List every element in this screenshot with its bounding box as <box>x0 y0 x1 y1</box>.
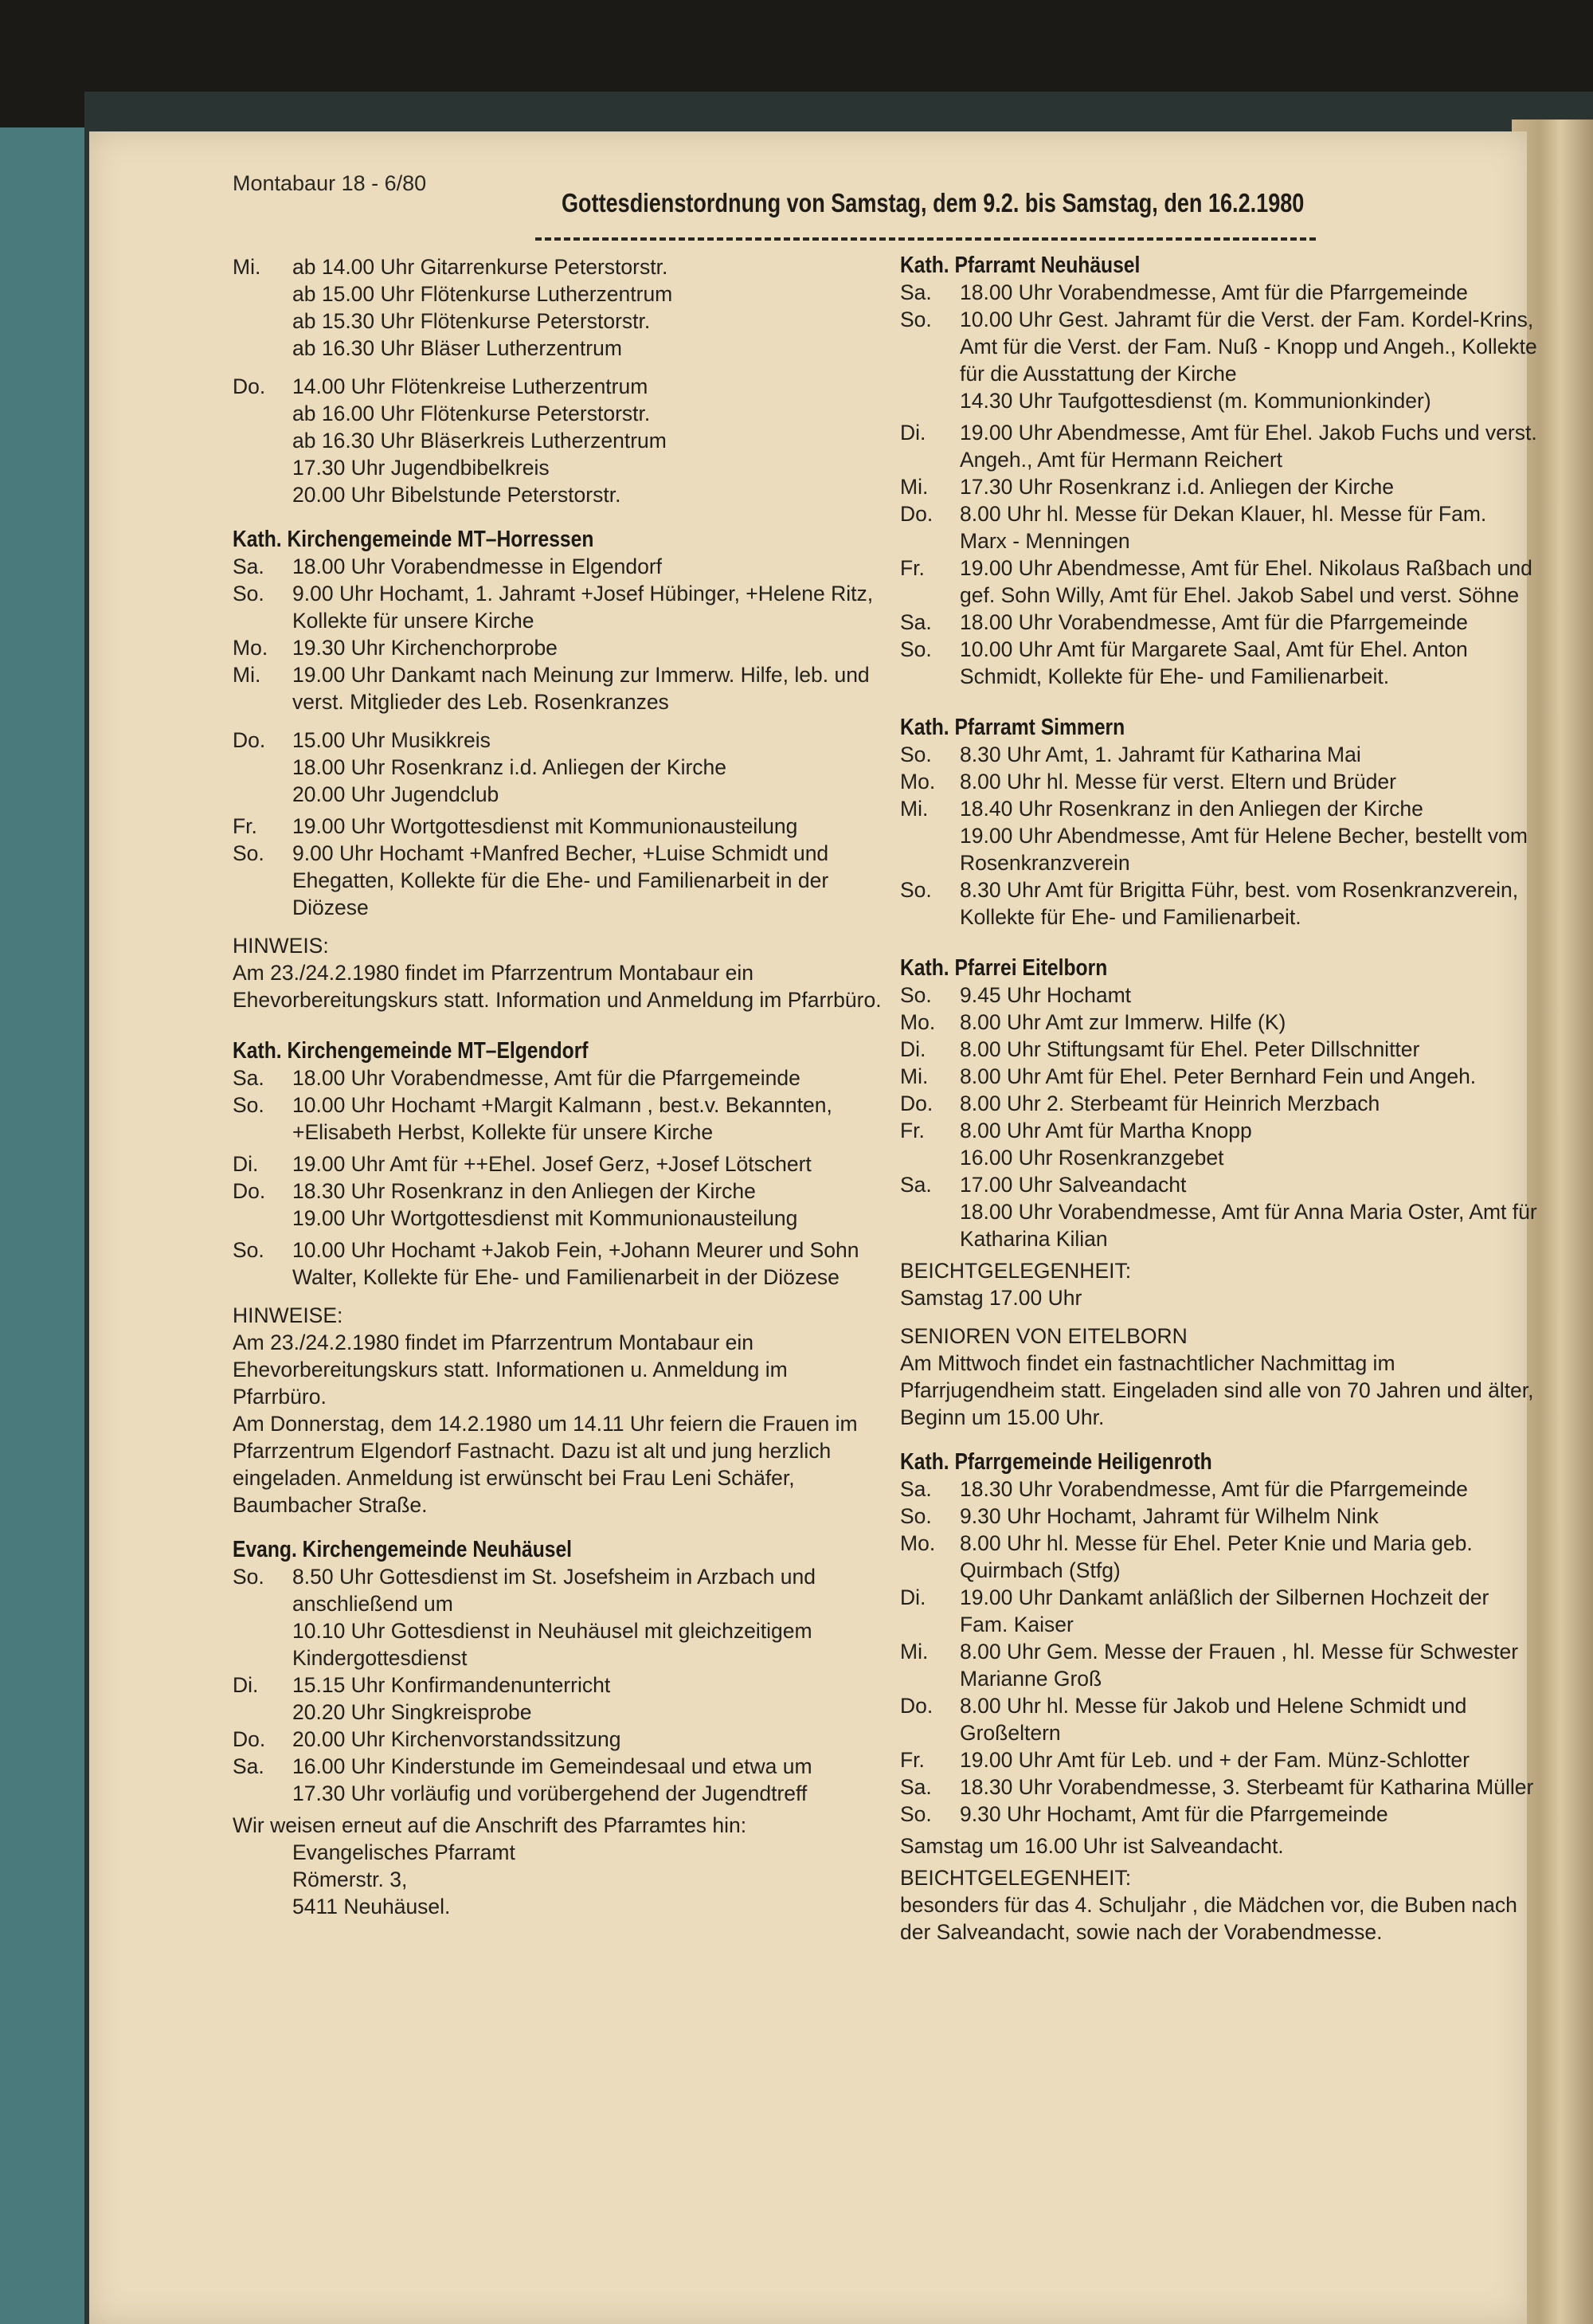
schedule-row <box>233 427 886 454</box>
entry-text: 14.00 Uhr Flötenkreise Lutherzentrum <box>292 374 648 398</box>
schedule-row <box>233 373 886 400</box>
entry-text: 18.30 Uhr Vorabendmesse, 3. Sterbeamt für Katharina Müller <box>960 1775 1534 1799</box>
entry-text: 18.00 Uhr Vorabendmesse, Amt für die Pfarrgemeinde <box>960 280 1468 304</box>
note-text: Am 23./24.2.1980 findet im Pfarrzentrum Montabaur ein Ehevorbereitungskurs statt. Informationen u. Anmeldung im Pfarrbüro. <box>233 1331 788 1409</box>
schedule-row <box>900 473 1537 500</box>
schedule-row <box>233 481 886 508</box>
note-text: Am Donnerstag, dem 14.2.1980 um 14.11 Uhr feiern die Frauen im Pfarrzentrum Elgendorf Fastnacht. Dazu ist alt und jung herzlich eingeladen. Anmeldung ist erwünscht bei Frau Leni Schäfer, Baumbacher Straße. <box>233 1412 858 1517</box>
schedule-row <box>900 1801 1537 1828</box>
schedule-row <box>900 636 1537 690</box>
day-label: Sa. <box>900 1775 932 1799</box>
entry-text: 8.00 Uhr 2. Sterbeamt für Heinrich Merzbach <box>960 1091 1380 1115</box>
day-label: Di. <box>233 1152 259 1176</box>
entry-text: 18.00 Uhr Vorabendmesse, Amt für Anna Maria Oster, Amt für Katharina Kilian <box>960 1200 1537 1251</box>
schedule-row <box>233 1726 886 1753</box>
day-label <box>233 1617 292 1671</box>
day-label: So. <box>900 1504 932 1528</box>
entry-text: 8.00 Uhr hl. Messe für Dekan Klauer, hl. Messe für Fam. Marx - Menningen <box>960 502 1487 553</box>
left-column <box>233 253 886 1920</box>
entry-text: 18.40 Uhr Rosenkranz in den Anliegen der Kirche <box>960 797 1423 821</box>
entry-text: ab 15.00 Uhr Flötenkurse Lutherzentrum <box>292 282 673 306</box>
entry-text: ab 16.00 Uhr Flötenkurse Peterstorstr. <box>292 402 651 425</box>
section-title: Kath. Pfarramt Neuhäusel <box>900 253 1141 278</box>
schedule-row <box>233 1205 886 1232</box>
schedule-row <box>233 1091 886 1146</box>
schedule-row <box>900 555 1537 609</box>
day-label: Mi. <box>900 475 929 499</box>
entry-text: 8.30 Uhr Amt für Brigitta Führ, best. vom Rosenkranzverein, Kollekte für Ehe- und Familienarbeit. <box>960 878 1519 929</box>
day-label: Sa. <box>900 1477 932 1501</box>
day-label <box>233 1699 292 1726</box>
day-label <box>233 454 292 481</box>
schedule-row <box>233 727 886 754</box>
schedule-row <box>233 580 886 634</box>
day-label: Di. <box>900 1585 926 1609</box>
section-simmern <box>900 714 1537 931</box>
day-label <box>233 481 292 508</box>
schedule-row <box>900 876 1537 931</box>
day-label: So. <box>900 878 932 902</box>
day-label <box>233 427 292 454</box>
right-column <box>900 252 1537 1946</box>
entry-text: 19.00 Uhr Abendmesse, Amt für Helene Becher, bestellt vom Rosenkranzverein <box>960 824 1528 875</box>
section-title: Kath. Kirchengemeinde MT–Elgendorf <box>233 1038 589 1064</box>
schedule-row <box>900 500 1537 555</box>
entry-text: 8.00 Uhr hl. Messe für Jakob und Helene Schmidt und Großeltern <box>960 1694 1467 1745</box>
entry-text: 20.00 Uhr Kirchenvorstandssitzung <box>292 1727 621 1751</box>
day-label: So. <box>233 1238 264 1262</box>
entry-text: 10.00 Uhr Hochamt +Jakob Fein, +Johann Meurer und Sohn Walter, Kollekte für Ehe- und Familienarbeit in der Diözese <box>292 1238 859 1289</box>
day-label: Do. <box>233 1727 266 1751</box>
day-label: Mo. <box>900 1531 936 1555</box>
day-label: Sa. <box>233 1066 264 1090</box>
schedule-row <box>233 840 886 921</box>
day-label <box>233 1205 292 1232</box>
schedule-row <box>900 279 1537 306</box>
notice-text: Am Mittwoch findet ein fastnachtlicher Nachmittag im Pfarrjugendheim statt. Eingeladen sind alle von 70 Jahren und älter, Beginn um 15.00 Uhr. <box>900 1351 1534 1429</box>
entry-text: 8.00 Uhr Gem. Messe der Frauen , hl. Messe für Schwester Marianne Groß <box>960 1640 1519 1691</box>
schedule-row <box>233 1780 886 1807</box>
entry-text: 9.30 Uhr Hochamt, Amt für die Pfarrgemeinde <box>960 1802 1388 1826</box>
day-label: So. <box>900 983 932 1007</box>
day-label: Do. <box>900 1091 933 1115</box>
day-label <box>233 308 292 335</box>
schedule-row <box>233 1150 886 1178</box>
day-label: Fr. <box>900 1748 925 1772</box>
entry-text: 19.00 Uhr Wortgottesdienst mit Kommunionausteilung <box>292 1206 798 1230</box>
schedule-row <box>900 1503 1537 1530</box>
day-label: Do. <box>233 1179 266 1203</box>
day-label: So. <box>233 841 264 865</box>
notice-text: Samstag 17.00 Uhr <box>900 1286 1082 1310</box>
day-label: Fr. <box>233 814 257 838</box>
entry-text: ab 14.00 Uhr Gitarrenkurse Peterstorstr. <box>292 255 668 279</box>
schedule-row <box>900 822 1537 876</box>
day-label <box>900 1198 960 1252</box>
day-label: So. <box>900 637 932 661</box>
schedule-row <box>900 1009 1537 1036</box>
day-label: Di. <box>900 1037 926 1061</box>
entry-text: 19.00 Uhr Dankamt anläßlich der Silbernen Hochzeit der Fam. Kaiser <box>960 1585 1489 1636</box>
entry-text: 20.00 Uhr Jugendclub <box>292 782 499 806</box>
schedule-row <box>233 308 886 335</box>
schedule-row <box>233 754 886 781</box>
day-label <box>900 822 960 876</box>
section-title: Kath. Kirchengemeinde MT–Horressen <box>233 527 594 552</box>
entry-text: 16.00 Uhr Kinderstunde im Gemeindesaal und etwa um <box>292 1754 812 1778</box>
day-label: Di. <box>233 1673 259 1697</box>
day-label: Sa. <box>900 610 932 634</box>
schedule-row <box>900 1746 1537 1773</box>
entry-text: 18.00 Uhr Vorabendmesse in Elgendorf <box>292 555 663 578</box>
section-kath-neuhaeusel <box>900 252 1537 690</box>
entry-text: 10.10 Uhr Gottesdienst in Neuhäusel mit gleichzeitigem Kindergottesdienst <box>292 1619 812 1670</box>
schedule-row <box>233 280 886 308</box>
day-label: Mi. <box>900 1064 929 1088</box>
schedule-row <box>900 1584 1537 1638</box>
day-label <box>233 400 292 427</box>
day-label <box>233 754 292 781</box>
schedule-row <box>233 1671 886 1699</box>
day-label: Do. <box>900 502 933 526</box>
schedule-row <box>900 741 1537 768</box>
entry-text: 8.00 Uhr hl. Messe für verst. Eltern und Brüder <box>960 770 1396 794</box>
note-label: HINWEIS: <box>233 934 329 958</box>
entry-text: 18.00 Uhr Vorabendmesse, Amt für die Pfarrgemeinde <box>960 610 1468 634</box>
day-label: Fr. <box>900 1119 925 1142</box>
entry-text: ab 15.30 Uhr Flötenkurse Peterstorstr. <box>292 309 651 333</box>
title-underline <box>535 237 1316 241</box>
day-label: Mi. <box>233 663 261 687</box>
notice-label: SENIOREN VON EITELBORN <box>900 1324 1188 1348</box>
day-label: Sa. <box>233 555 264 578</box>
address-line: 5411 Neuhäusel. <box>292 1895 451 1918</box>
day-label: Mi. <box>900 1640 929 1664</box>
entry-text: 17.30 Uhr vorläufig und vorübergehend der Jugendtreff <box>292 1781 808 1805</box>
day-label: Mi. <box>233 255 261 279</box>
section-horressen <box>233 526 886 1013</box>
day-label: So. <box>233 1565 264 1589</box>
note-label: HINWEISE: <box>233 1303 343 1327</box>
entry-text: 14.30 Uhr Taufgottesdienst (m. Kommunionkinder) <box>960 389 1431 413</box>
schedule-row <box>233 400 886 427</box>
schedule-row <box>233 253 886 280</box>
schedule-row <box>233 1617 886 1671</box>
day-label <box>233 1780 292 1807</box>
day-label: So. <box>900 1802 932 1826</box>
day-label: So. <box>900 308 932 331</box>
entry-text: 18.00 Uhr Vorabendmesse, Amt für die Pfarrgemeinde <box>292 1066 800 1090</box>
schedule-row <box>900 768 1537 795</box>
entry-text: 19.00 Uhr Abendmesse, Amt für Ehel. Jakob Fuchs und verst. Angeh., Amt für Hermann Reichert <box>960 421 1537 472</box>
entry-text: 9.45 Uhr Hochamt <box>960 983 1132 1007</box>
entry-text: 17.30 Uhr Rosenkranz i.d. Anliegen der Kirche <box>960 475 1395 499</box>
day-label: Di. <box>900 421 926 445</box>
entry-text: 15.15 Uhr Konfirmandenunterricht <box>292 1673 611 1697</box>
day-label: Do. <box>233 728 266 752</box>
entry-text: 8.00 Uhr Amt zur Immerw. Hilfe (K) <box>960 1010 1286 1034</box>
entry-text: 19.00 Uhr Amt für Leb. und + der Fam. Münz-Schlotter <box>960 1748 1470 1772</box>
schedule-row <box>900 1036 1537 1063</box>
schedule-row <box>900 1063 1537 1090</box>
schedule-row <box>233 1064 886 1091</box>
entry-text: 17.00 Uhr Salveandacht <box>960 1173 1187 1197</box>
entry-text: 20.00 Uhr Bibelstunde Peterstorstr. <box>292 483 621 507</box>
notice-label: BEICHTGELEGENHEIT: <box>900 1866 1132 1890</box>
schedule-row <box>233 1699 886 1726</box>
schedule-row <box>900 982 1537 1009</box>
schedule-row <box>900 1198 1537 1252</box>
day-label: Mo. <box>900 1010 936 1034</box>
day-label: So. <box>233 1093 264 1117</box>
section-title: Kath. Pfarramt Simmern <box>900 715 1125 740</box>
schedule-row <box>233 1178 886 1205</box>
schedule-row <box>233 335 886 362</box>
day-label: Mo. <box>900 770 936 794</box>
schedule-row <box>900 1638 1537 1692</box>
entry-text: 9.00 Uhr Hochamt, 1. Jahramt +Josef Hübinger, +Helene Ritz, Kollekte für unsere Kirche <box>292 582 874 633</box>
entry-text: 18.30 Uhr Vorabendmesse, Amt für die Pfarrgemeinde <box>960 1477 1468 1501</box>
document-title: Gottesdienstordnung von Samstag, dem 9.2. bis Samstag, den 16.2.1980 <box>562 188 1305 218</box>
schedule-row <box>900 1171 1537 1198</box>
entry-text: 10.00 Uhr Amt für Margarete Saal, Amt für Ehel. Anton Schmidt, Kollekte für Ehe- und Familienarbeit. <box>960 637 1468 688</box>
schedule-row <box>900 1144 1537 1171</box>
day-label: Do. <box>233 374 266 398</box>
section-heiligenroth <box>900 1448 1537 1946</box>
entry-text: 10.00 Uhr Hochamt +Margit Kalmann , best.v. Bekannten, +Elisabeth Herbst, Kollekte für unsere Kirche <box>292 1093 832 1144</box>
entry-text: 19.00 Uhr Dankamt nach Meinung zur Immerw. Hilfe, leb. und verst. Mitglieder des Leb. Rosenkranzes <box>292 663 870 714</box>
section-title: Kath. Pfarrei Eitelborn <box>900 955 1108 981</box>
section-title: Evang. Kirchengemeinde Neuhäusel <box>233 1537 573 1562</box>
entry-text: 8.00 Uhr hl. Messe für Ehel. Peter Knie und Maria geb. Quirmbach (Stfg) <box>960 1531 1473 1582</box>
entry-text: 18.30 Uhr Rosenkranz in den Anliegen der Kirche <box>292 1179 756 1203</box>
schedule-row <box>900 387 1537 414</box>
schedule-row <box>233 813 886 840</box>
entry-text: 15.00 Uhr Musikkreis <box>292 728 491 752</box>
schedule-row <box>233 454 886 481</box>
schedule-row <box>900 306 1537 387</box>
entry-text: 8.00 Uhr Stiftungsamt für Ehel. Peter Dillschnitter <box>960 1037 1420 1061</box>
section-eitelborn <box>900 954 1537 1431</box>
schedule-row <box>233 1753 886 1780</box>
schedule-row <box>900 1476 1537 1503</box>
section-evang-neuhaeusel <box>233 1536 886 1920</box>
section-elgendorf <box>233 1037 886 1519</box>
entry-text: 8.00 Uhr Amt für Ehel. Peter Bernhard Fein und Angeh. <box>960 1064 1477 1088</box>
entry-text: 20.20 Uhr Singkreisprobe <box>292 1700 532 1724</box>
entry-text: 8.00 Uhr Amt für Martha Knopp <box>960 1119 1252 1142</box>
day-label: Fr. <box>900 556 925 580</box>
entry-text: 16.00 Uhr Rosenkranzgebet <box>960 1146 1224 1170</box>
day-label: Sa. <box>233 1754 264 1778</box>
running-head: Montabaur 18 - 6/80 <box>233 171 427 195</box>
entry-text: 18.00 Uhr Rosenkranz i.d. Anliegen der Kirche <box>292 755 727 779</box>
entry-text: 19.30 Uhr Kirchenchorprobe <box>292 636 558 660</box>
day-label: Mo. <box>233 636 268 660</box>
entry-text: 19.00 Uhr Amt für ++Ehel. Josef Gerz, +Josef Lötschert <box>292 1152 812 1176</box>
schedule-row <box>900 1090 1537 1117</box>
notice-label: BEICHTGELEGENHEIT: <box>900 1259 1132 1283</box>
entry-text: 9.30 Uhr Hochamt, Jahramt für Wilhelm Nink <box>960 1504 1379 1528</box>
schedule-row <box>900 1117 1537 1144</box>
day-label <box>900 1144 960 1171</box>
day-label <box>900 387 960 414</box>
schedule-row <box>233 661 886 715</box>
schedule-row <box>900 1692 1537 1746</box>
day-label: So. <box>233 582 264 605</box>
entry-text: 10.00 Uhr Gest. Jahramt für die Verst. der Fam. Kordel-Krins, Amt für die Verst. der Fam. Nuß - Knopp und Angeh., Kollekte für die Ausstattung der Kirche <box>960 308 1537 386</box>
schedule-row <box>900 1530 1537 1584</box>
day-label: Mi. <box>900 797 929 821</box>
evang-schedule <box>233 253 886 508</box>
day-label: Sa. <box>900 1173 932 1197</box>
section-title: Kath. Pfarrgemeinde Heiligenroth <box>900 1449 1212 1475</box>
entry-text: ab 16.30 Uhr Bläser Lutherzentrum <box>292 336 622 360</box>
schedule-row <box>900 795 1537 822</box>
day-label: So. <box>900 743 932 766</box>
day-label <box>233 335 292 362</box>
schedule-row <box>233 553 886 580</box>
entry-text: 19.00 Uhr Abendmesse, Amt für Ehel. Nikolaus Raßbach und gef. Sohn Willy, Amt für Ehel. Jakob Sabel und verst. Söhne <box>960 556 1532 607</box>
schedule-row <box>900 609 1537 636</box>
address-intro: Wir weisen erneut auf die Anschrift des Pfarramtes hin: <box>233 1813 747 1837</box>
schedule-row <box>233 781 886 808</box>
day-label: Sa. <box>900 280 932 304</box>
schedule-row <box>233 1236 886 1291</box>
entry-text: 17.30 Uhr Jugendbibelkreis <box>292 456 550 480</box>
address-line: Römerstr. 3, <box>292 1867 408 1891</box>
entry-text: 9.00 Uhr Hochamt +Manfred Becher, +Luise Schmidt und Ehegatten, Kollekte für die Ehe- und Familienarbeit in der Diözese <box>292 841 829 919</box>
day-label <box>233 781 292 808</box>
schedule-row <box>233 634 886 661</box>
entry-text: ab 16.30 Uhr Bläserkreis Lutherzentrum <box>292 429 667 453</box>
day-label: Do. <box>900 1694 933 1718</box>
entry-text: 8.50 Uhr Gottesdienst im St. Josefsheim in Arzbach und anschließend um <box>292 1565 816 1616</box>
schedule-row <box>233 1563 886 1617</box>
notice-text: besonders für das 4. Schuljahr , die Mädchen vor, die Buben nach der Salveandacht, sowie nach der Vorabendmesse. <box>900 1893 1517 1944</box>
notice-text: Samstag um 16.00 Uhr ist Salveandacht. <box>900 1834 1284 1858</box>
note-text: Am 23./24.2.1980 findet im Pfarrzentrum Montabaur ein Ehevorbereitungskurs statt. Information und Anmeldung im Pfarrbüro. <box>233 961 882 1012</box>
address-line: Evangelisches Pfarramt <box>292 1840 515 1864</box>
schedule-row <box>900 1773 1537 1801</box>
entry-text: 8.30 Uhr Amt, 1. Jahramt für Katharina Mai <box>960 743 1361 766</box>
schedule-row <box>900 419 1537 473</box>
day-label <box>233 280 292 308</box>
entry-text: 19.00 Uhr Wortgottesdienst mit Kommunionausteilung <box>292 814 798 838</box>
